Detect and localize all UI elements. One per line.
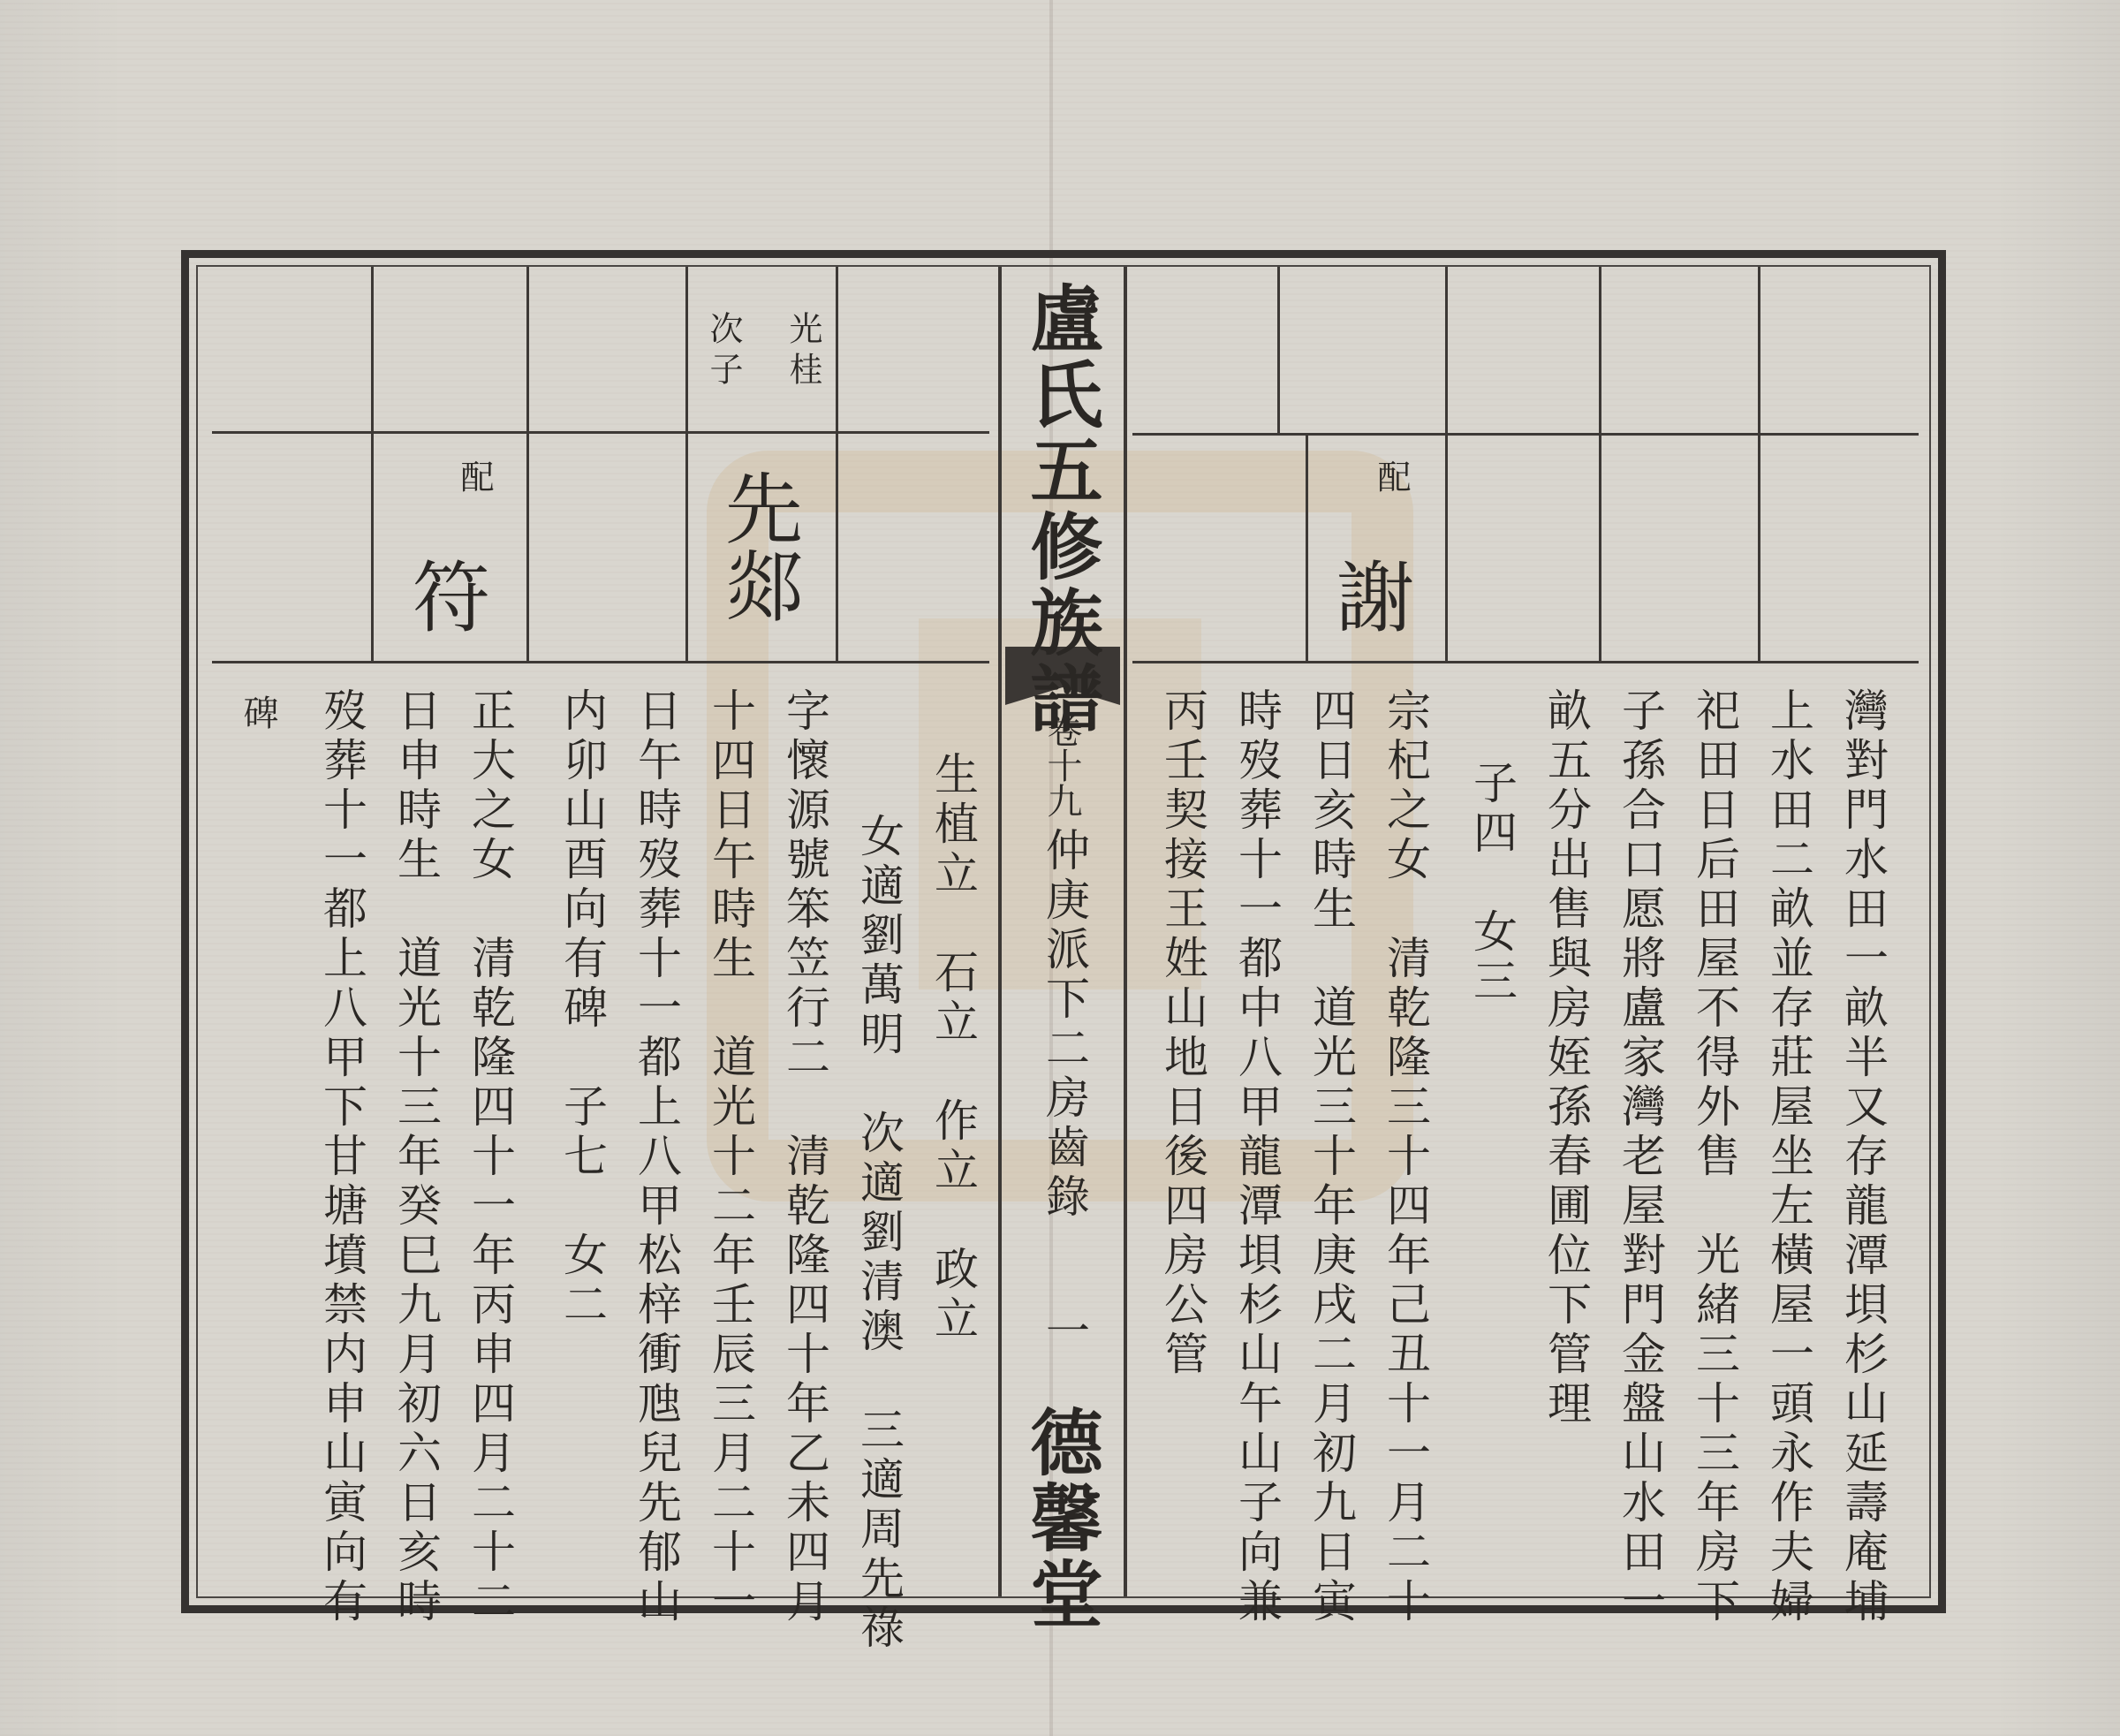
left-text-column-9: 歿葬十一都上八甲下甘塘墳禁内申山寅向有 [316, 687, 367, 1627]
right-text-column-6: 子四 女三 [1466, 760, 1518, 1007]
right-page-upper-rule [1132, 433, 1919, 436]
volume-number: 卷十九 [1041, 712, 1082, 818]
right-page-lower-rule [1132, 661, 1919, 663]
divider [526, 267, 529, 433]
birth-order: 次子 [704, 311, 743, 392]
left-page-lower-rule [212, 661, 989, 663]
right-text-column-3: 祀田日后田屋不得外售 光緒三十三年房下 [1689, 687, 1740, 1627]
divider [371, 267, 374, 433]
right-text-column-5: 畝五分出售與房姪孫春圃位下管理 [1541, 687, 1592, 1429]
right-spouse-label: 配 [1372, 459, 1411, 500]
divider [1277, 267, 1280, 435]
left-text-column-10: 碑 [238, 694, 278, 730]
divider [1445, 435, 1448, 661]
left-text-column-5: 日午時歿葬十一都上八甲松梓衝虺兒先郁山 [631, 687, 682, 1627]
section-title: 仲庚派下二房齒錄 [1039, 827, 1090, 1223]
divider [371, 433, 374, 661]
left-text-column-8: 日申時生 道光十三年癸巳九月初六日亥時 [390, 687, 442, 1627]
divider [1758, 267, 1760, 435]
left-text-column-6: 内卯山酉向有碑 子七 女二 [556, 687, 608, 1330]
book-title: 盧氏五修族譜 [1018, 281, 1103, 737]
right-text-column-7: 宗杞之女 清乾隆三十四年己丑十一月二十 [1380, 687, 1431, 1627]
left-text-column-4: 十四日午時生 道光十二年壬辰三月二十一 [705, 687, 756, 1627]
divider [1445, 267, 1448, 435]
right-text-column-10: 丙壬契接王姓山地日後四房公管 [1157, 687, 1208, 1380]
left-page-upper-rule [212, 431, 989, 434]
right-text-column-2: 上水田二畝並存莊屋坐左橫屋一頭永作夫婦 [1763, 687, 1814, 1627]
person-given-name: 先郯 [713, 468, 804, 624]
right-text-column-1: 灣對門水田一畝半又存龍潭垻杉山延壽庵埔 [1837, 687, 1889, 1627]
divider [685, 433, 688, 661]
divider [526, 433, 529, 661]
hall-name: 德馨堂 [1018, 1405, 1103, 1633]
divider [1758, 435, 1760, 661]
left-spouse-surname: 符 [400, 557, 491, 634]
left-text-column-7: 正大之女 清乾隆四十一年丙申四月二十二 [465, 687, 516, 1627]
divider [1599, 267, 1601, 435]
left-text-column-2: 女適劉萬明 次適劉清澳 三適周先祿 [853, 813, 905, 1654]
divider [1599, 435, 1601, 661]
divider [836, 267, 838, 433]
right-text-column-8: 四日亥時生 道光三十年庚戌二月初九日寅 [1306, 687, 1357, 1627]
page-number: 一 [1039, 1308, 1090, 1357]
left-text-column-1: 生植立 石立 作立 政立 [928, 751, 979, 1345]
right-text-column-9: 時歿葬十一都中八甲龍潭垻杉山午山子向兼 [1231, 687, 1283, 1627]
father-name: 光桂 [784, 311, 822, 392]
right-spouse-surname: 謝 [1324, 557, 1415, 634]
left-spouse-label: 配 [455, 459, 494, 500]
divider [685, 267, 688, 433]
left-text-column-3: 字懷源號笨笠行二 清乾隆四十年乙未四月 [779, 687, 830, 1627]
right-text-column-4: 子孫合口愿將盧家灣老屋對門金盤山水田一 [1615, 687, 1666, 1627]
divider [1306, 435, 1308, 661]
divider [836, 433, 838, 661]
